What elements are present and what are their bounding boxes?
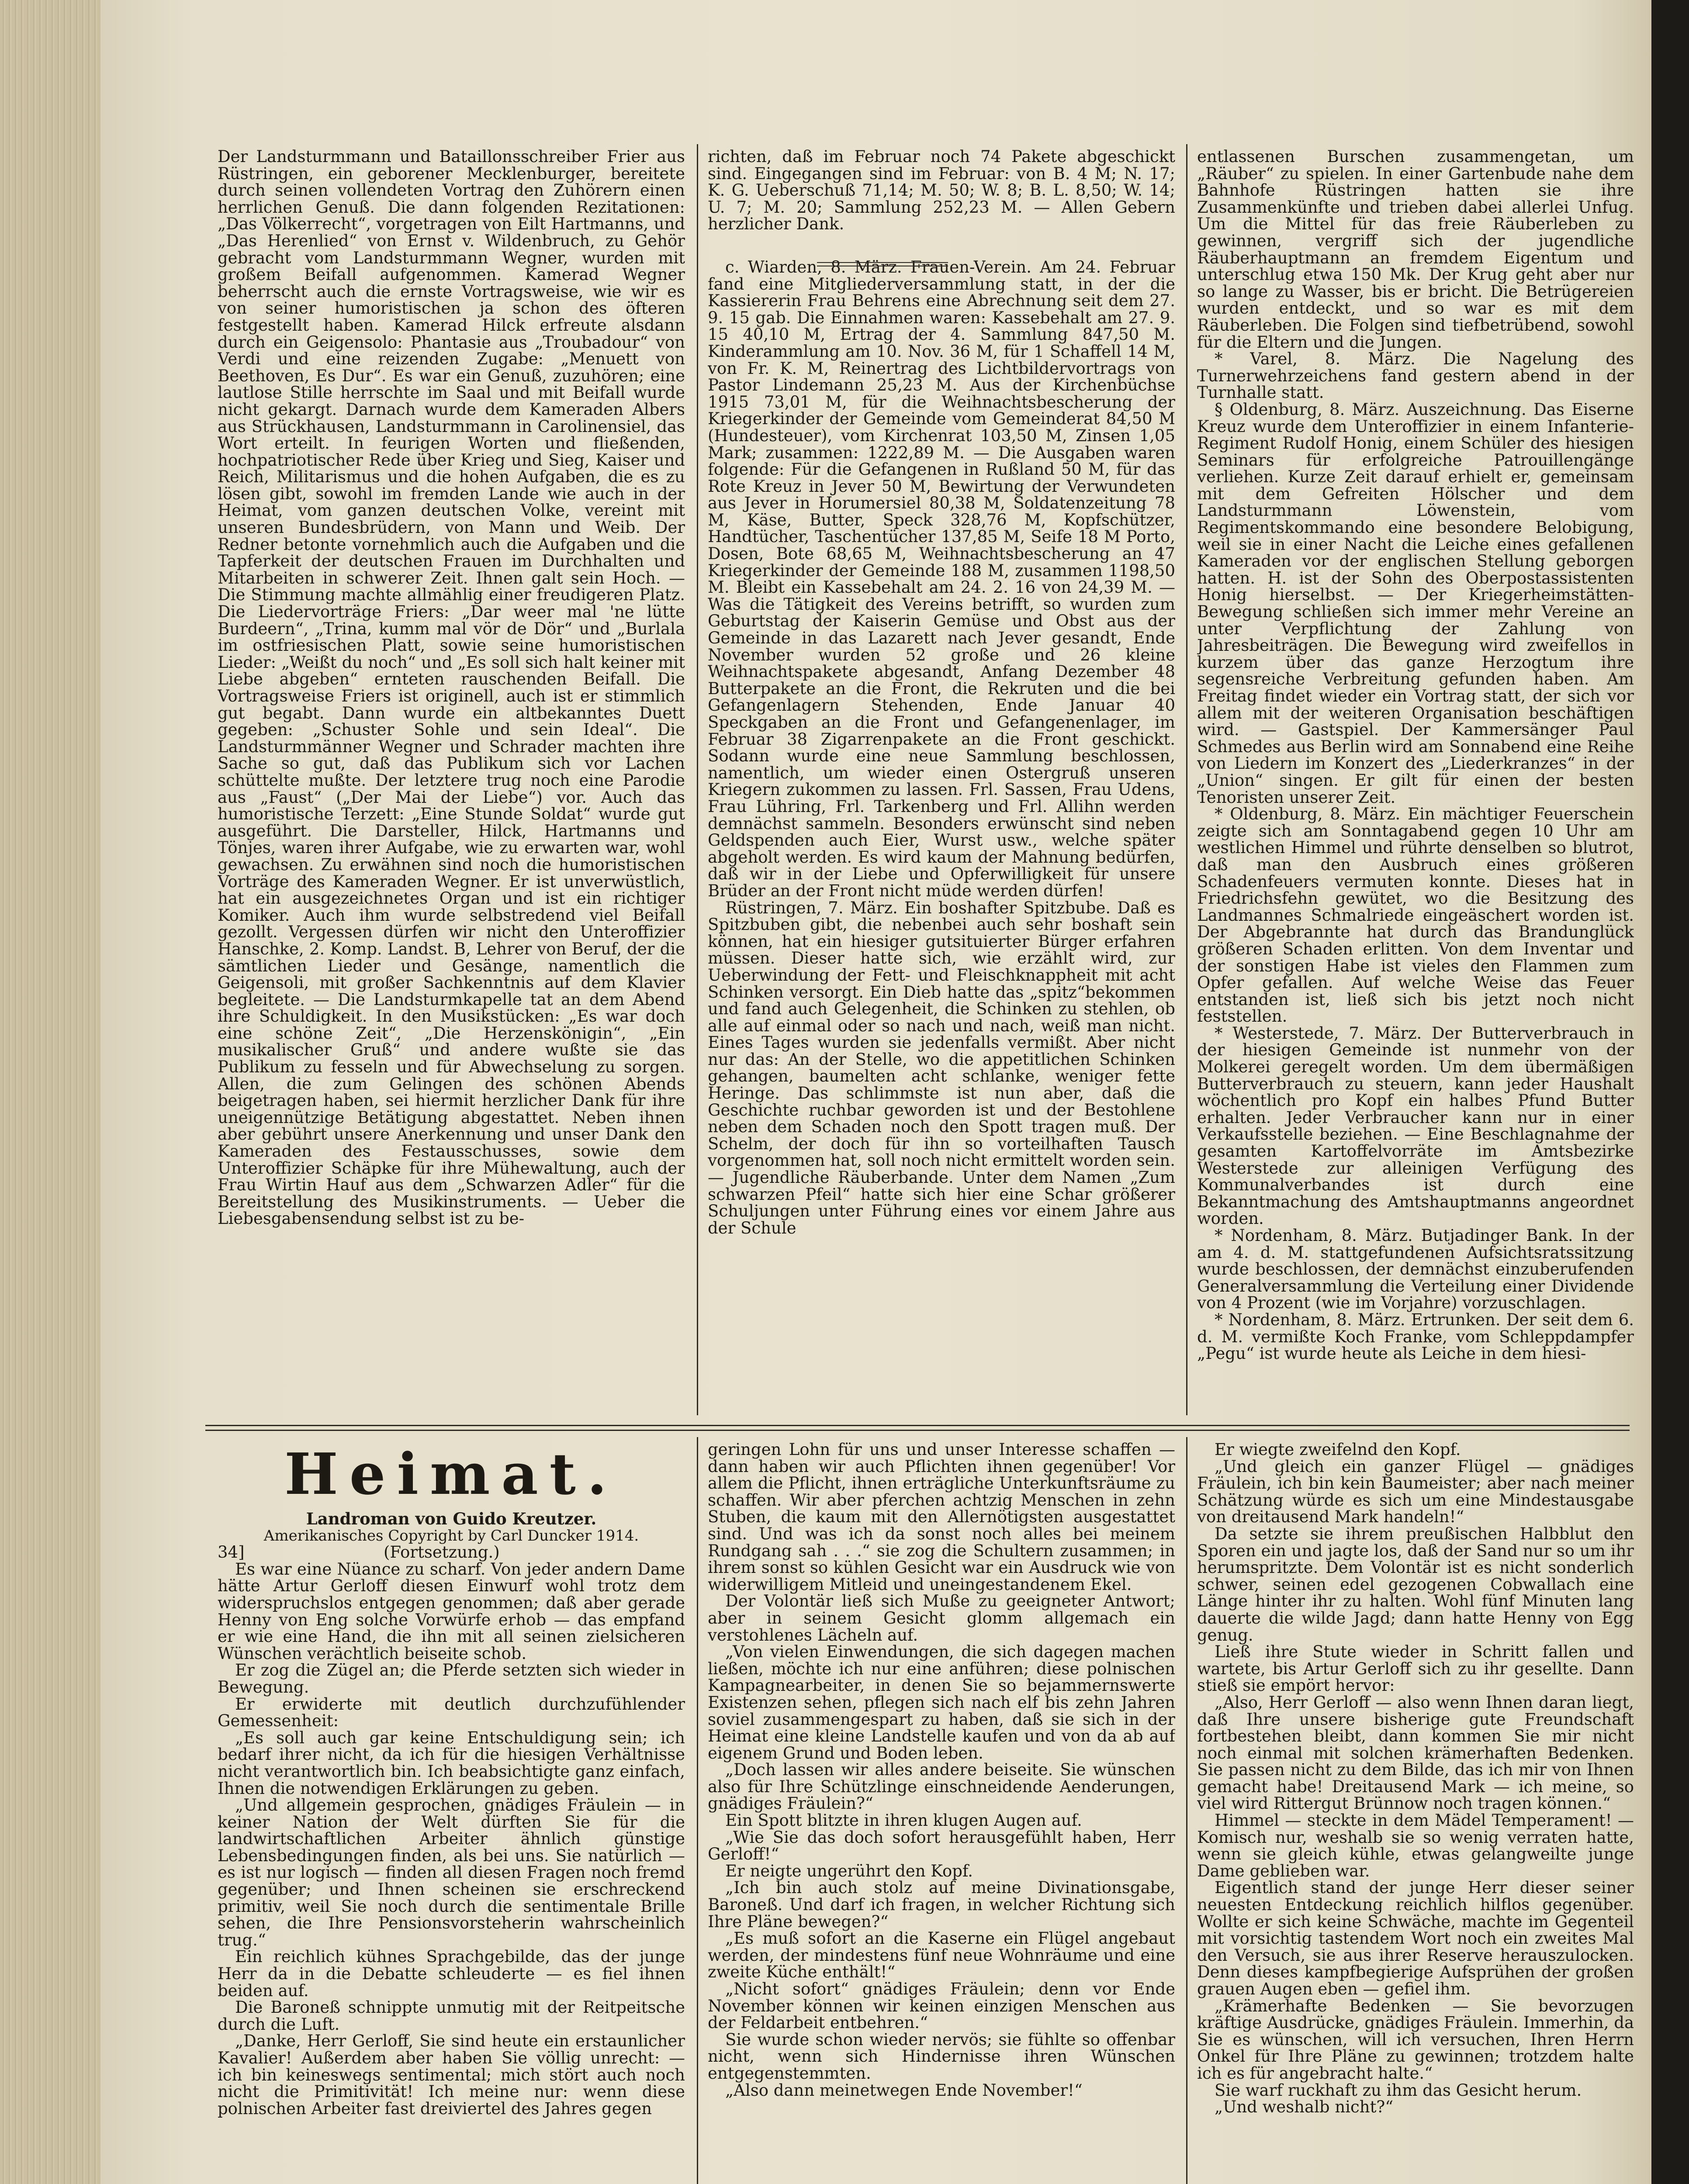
- scan-border-right: [1651, 0, 1689, 2184]
- news-article: * Oldenburg, 8. März. Ein mächtiger Feuerschein zeigte sich am Sonntagabend gegen 10 Uhr am westlichen Himmel und rührte denselben so blutrot, daß man den Ausbruch eines größeren Schadenfeuers vermuten konnte. Dieses hat in Friedrichsfehn gewütet, wo die Besitzung des Landmannes Schmalriede eingeäschert worden ist. Der Abgebrannte hat durch das Brandunglück größeren Schaden erlitten. Von dem Inventar und der sonstigen Habe ist vieles den Flammen zum Opfer gefallen. Auf welche Weise das Feuer entstanden ist, ließ sich bis jetzt noch nicht feststellen.: [1197, 805, 1634, 1026]
- novel-paragraph: Da setzte sie ihrem preußischen Halbblut den Sporen ein und jagte los, daß der Sand nur so um ihr herumspritzte. Dem Volontär ist es nicht sonderlich schwer, seinen edel gezogenen Cobwallach eine Länge hinter ihr zu halten. Wohl fünf Minuten lang dauerte die wilde Jagd; dann hatte Henny von Egg genug.: [1197, 1524, 1634, 1645]
- novel-paragraph: Er erwiderte mit deutlich durchzufühlender Gemessenheit:: [218, 1694, 685, 1731]
- novel-paragraph: „Es muß sofort an die Kaserne ein Flügel angebaut werden, der mindestens fünf neue Wohnräume und eine zweite Küche enthält!“: [708, 1929, 1175, 1982]
- novel-paragraph: Ein reichlich kühnes Sprachgebilde, das der junge Herr da in die Debatte schleuderte — es fiel ihnen beiden auf.: [218, 1947, 685, 2000]
- novel-paragraph: Himmel — steckte in dem Mädel Temperament! — Komisch nur, weshalb sie so wenig verraten hatte, wenn sie gleich kühle, etwas gelangweilte junge Dame geblieben war.: [1197, 1811, 1634, 1880]
- novel-paragraph: Es war eine Nüance zu scharf. Von jeder andern Dame hätte Artur Gerloff diesen Einwurf wohl trotz dem widerspruchslos entgegen genommen; daß aber gerade Henny von Eng solche Vorwürfe erhob — das empfand er wie eine Hand, die ihn mit all seinen zielsicheren Wünschen verächtlich beiseite schob.: [218, 1559, 685, 1663]
- news-article: * Varel, 8. März. Die Nagelung des Turnerwehrzeichens fand gestern abend in der Turnhalle statt.: [1197, 349, 1634, 402]
- novel-paragraph: Ließ ihre Stute wieder in Schritt fallen und wartete, bis Artur Gerloff sich zu ihr gesellte. Dann stieß sie empört hervor:: [1197, 1642, 1634, 1695]
- news-article: * Westerstede, 7. März. Der Butterverbrauch in der hiesigen Gemeinde ist nunmehr von der Molkerei geregelt worden. Um dem übermäßigen Butterverbrauch zu steuern, kann jeder Haushalt wöchentlich pro Kopf ein halbes Pfund Butter erhalten. Jeder Verbraucher kann nur in einer Verkaufsstelle beziehen. — Eine Beschlagnahme der gesamten Kartoffelvorräte im Amtsbezirke Westerstede zur alleinigen Verfügung des Kommunalverbandes ist durch eine Bekanntmachung des Amtshauptmanns angeordnet worden.: [1197, 1023, 1634, 1228]
- novel-paragraph: „Danke, Herr Gerloff, Sie sind heute ein erstaunlicher Kavalier! Außerdem aber haben Sie völlig unrecht: — ich bin keineswegs sentimental; mich stört auch noch nicht die Primitivität! Ich meine nur: wenn diese polnischen Arbeiter fast dreiviertel des Jahres gegen: [218, 2032, 685, 2118]
- novel-paragraph: Er neigte ungerührt den Kopf.: [725, 1861, 973, 1880]
- news-article: Rüstringen, 7. März. Ein boshafter Spitzbube. Daß es Spitzbuben gibt, die nebenbei auch sehr boshaft sein können, hat ein hiesiger gutsituierter Bürger erfahren müssen. Dieser hatte sich, wie erzählt wird, zur Ueberwindung der Fett- und Fleischknappheit mit acht Schinken versorgt. Ein Dieb hatte das „spitz“bekommen und fand auch Gelegenheit, die Schinken zu stehlen, ob alle auf einmal oder so nach und nach, weiß man nicht. Eines Tages wurden sie jedenfalls vermißt. Aber nicht nur das: An der Stelle, wo die appetitlichen Schinken gehangen, baumelten acht schlanke, weniger fette Heringe. Das schlimmste ist nun aber, daß die Geschichte ruchbar geworden ist und der Bestohlene neben dem Schaden noch den Spott tragen muß. Der Schelm, der doch für ihn so vorteilhaften Tausch vorgenommen hat, soll noch nicht ermittelt worden sein. — Jugendliche Räuberbande. Unter dem Namen „Zum schwarzen Pfeil“ hatte sich hier eine Schar größerer Schuljungen unter Führung eines vor einem Jahre aus der Schule: [708, 898, 1175, 1237]
- news-column-1: [218, 149, 685, 1411]
- news-column-3: [1197, 149, 1634, 1411]
- book-page-edges: [0, 0, 100, 2184]
- novel-paragraph: „Wie Sie das doch sofort herausgefühlt haben, Herr Gerloff!“: [708, 1828, 1175, 1864]
- news-article: entlassenen Burschen zusammengetan, um „Räuber“ zu spielen. In einer Gartenbude nahe dem Bahnhofe Rüstringen hatten sie ihre Zusammenkünfte und trieben dabei allerlei Unfug. Um die Mittel für das freie Räuberleben zu gewinnen, vergriff sich der jugendliche Räuberhauptmann an fremdem Eigentum und unterschlug etwa 150 Mk. Der Krug geht aber nur so lange zu Wasser, bis er bricht. Die Betrügereien wurden entdeckt, und so war es mit dem Räuberleben. Die Folgen sind tiefbetrübend, sowohl für die Eltern und die Jungen.: [1197, 149, 1634, 352]
- novel-paragraph: „Und allgemein gesprochen, gnädiges Fräulein — in keiner Nation der Welt dürften Sie für die landwirtschaftlichen Arbeiter ähnlich günstige Lebensbedingungen finden, als bei uns. Sie natürlich — es ist nur logisch — finden all diesen Fragen noch fremd gegenüber; und Ihnen scheinen sie erschreckend primitiv, weil Sie noch durch die sentimentale Brille sehen, die Ihre Pensionsvorsteherin wahrscheinlich trug.“: [218, 1796, 685, 1949]
- article-separator: [817, 262, 948, 266]
- column-rule: [1186, 1437, 1187, 2184]
- news-article: * Nordenham, 8. März. Ertrunken. Der seit dem 6. d. M. vermißte Koch Franke, vom Schleppdampfer „Pegu“ ist wurde heute als Leiche in dem hiesi-: [1197, 1310, 1634, 1363]
- novel-paragraph: „Krämerhafte Bedenken — Sie bevorzugen kräftige Ausdrücke, gnädiges Fräulein. Immerhin, da Sie es wünschen, will ich versuchen, Ihren Herrn Onkel für Ihre Pläne zu gewinnen; trotzdem halte ich es für angebracht halte.“: [1197, 1996, 1634, 2083]
- novel-title: Heimat.: [284, 1441, 619, 1507]
- novel-paragraph: Eigentlich stand der junge Herr dieser seiner neuesten Entdeckung reichlich hilflos gegenüber. Wollte er sich keine Schwäche, machte im Gegenteil mit vorsichtig tastendem Wort noch ein zweites Mal den Versuch, sie aus ihrer Reserve herauszulocken. Denn dieses kampfbegierige Aufsprühen der großen grauen Augen eben — gefiel ihm.: [1197, 1878, 1634, 1998]
- novel-column-3: [1197, 1441, 1634, 2184]
- news-article: * Nordenham, 8. März. Butjadinger Bank. In der am 4. d. M. stattgefundenen Aufsichtsratssitzung wurde beschlossen, der demnächst einzuberufenden Generalversammlung die Verteilung einer Dividende von 4 Prozent (wie im Vorjahre) vorzuschlagen.: [1197, 1226, 1634, 1313]
- news-article: § Oldenburg, 8. März. Auszeichnung. Das Eiserne Kreuz wurde dem Unteroffizier in einem Infanterie-Regiment Rudolf Honig, einem Schüler des hiesigen Seminars für erfolgreiche Patrouillengänge verliehen. Kurze Zeit darauf erhielt er, gemeinsam mit dem Gefreiten Hölscher und dem Landsturmmann Löwenstein, vom Regimentskommando eine besondere Belobigung, weil sie in einer Nacht die Leiche eines gefallenen Kameraden vor der englischen Stellung geborgen hatten. H. ist der Sohn des Oberpostassistenten Honig hierselbst. — Der Kriegerheimstätten-Bewegung schließen sich immer mehr Vereine an unter Verpflichtung der Zahlung von Jahresbeiträgen. Die Bewegung wird zweifellos in kurzem über das ganze Herzogtum ihre segensreiche Verbreitung gefunden haben. Am Freitag findet wieder ein Vortrag statt, der sich vor allem mit der weiteren Organisation beschäftigen wird. — Gastspiel. Der Kammersänger Paul Schmedes aus Berlin wird am Sonnabend eine Reihe von Liedern im Konzert des „Liederkranzes“ in der „Union“ singen. Er gilt für einen der besten Tenoristen unserer Zeit.: [1197, 400, 1634, 807]
- novel-paragraph: Sie wurde schon wieder nervös; sie fühlte so offenbar nicht, wenn sich Hindernisse ihren Wünschen entgegenstemmten.: [708, 2030, 1175, 2083]
- news-article: richten, daß im Februar noch 74 Pakete abgeschickt sind. Eingegangen sind im Februar: von B. 4 M; N. 17; K. G. Ueberschuß 71,14; M. 50; W. 8; B. L. 8,50; W. 14; U. 7; M. 20; Sammlung 252,23 M. — Allen Gebern herzlicher Dank.: [708, 149, 1175, 234]
- novel-paragraph: Die Baroneß schnippte unmutig mit der Reitpeitsche durch die Luft.: [218, 1998, 685, 2034]
- novel-paragraph: geringen Lohn für uns und unser Interesse schaffen — dann haben wir auch Pflichten ihnen gegenüber! Vor allem die Pflicht, ihnen erträgliche Unterkunftsräume zu schaffen. Wir aber pferchen achtzig Menschen in zehn Stuben, die kaum mit den Allernötigsten ausgestattet sind. Und was ich da sonst noch alles bei meinem Rundgang sah . . .“ sie zog die Schultern zusammen; in ihrem sonst so kühlen Gesicht war ein Ausdruck wie von widerwilligem Mitleid und uneingestandenem Ekel.: [708, 1441, 1175, 1594]
- novel-subtitle: Landroman von Guido Kreutzer.: [306, 1509, 597, 1528]
- column-rule: [697, 1437, 698, 2184]
- news-article: c. Wiarden, 8. März. Frauen-Verein. Am 24. Februar fand eine Mitgliederversammlung statt, in der die Kassiererin Frau Behrens eine Abrechnung seit dem 27. 9. 15 gab. Die Einnahmen waren: Kassebehalt am 27. 9. 15 40,10 M, Ertrag der 4. Sammlung 847,50 M. Kinderammlung am 10. Nov. 36 M, für 1 Schaffell 14 M, von Fr. K. M, Reinertrag des Lichtbildervortrags von Pastor Lindemann 25,23 M. Aus der Kirchenbüchse 1915 73,01 M, für die Weihnachtsbescherung der Kriegerkinder der Gemeinde vom Gemeinderat 84,50 M (Hundesteuer), vom Kirchenrat 103,50 M, Zinsen 1,05 Mark; zusammen: 1222,89 M. — Die Ausgaben waren folgende: Für die Gefangenen in Rußland 50 M, für das Rote Kreuz in Jever 50 M, Bewirtung der Verwundeten aus Jever in Horumersiel 80,38 M, Soldatenzeitung 78 M, Käse, Butter, Speck 328,76 M, Kopfschützer, Handtücher, Taschentücher 137,85 M, Seife 18 M Porto, Dosen, Bote 68,65 M, Weihnachtsbescherung an 47 Kriegerkinder der Gemeinde 188 M, zusammen 1198,50 M. Bleibt ein Kassebehalt am 24. 2. 16 von 24,39 M. — Was die Tätigkeit des Vereins betrifft, so wurden zum Geburtstag der Kaiserin Gemüse und Obst aus der Gemeinde in das Lazarett nach Jever gesandt, Ende November wurden 52 große und 26 kleine Weihnachtspakete abgesandt, Anfang Dezember 48 Butterpakete an die Front, die Rekruten und die bei Gefangenlagern Stehenden, Ende Januar 40 Speckgaben an die Front und Gefangenenlager, im Februar 38 Zigarrenpakete an die Front geschickt. Sodann wurde eine neue Sammlung beschlossen, namentlich, um wieder einen Ostergruß unseren Kriegern zukommen zu lassen. Frl. Sassen, Frau Udens, Frau Lühring, Frl. Tarkenberg und Frl. Allihn werden demnächst sammeln. Besonders erwünscht sind neben Geldspenden auch Eier, Wurst usw., welche später abgeholt werden. Es wird kaum der Mahnung bedürfen, daß wir in der Liebe und Opferwilligkeit für unsere Brüder an der Front nicht müde werden dürfen!: [708, 257, 1175, 900]
- novel-paragraph: Ein Spott blitzte in ihren klugen Augen auf.: [725, 1811, 1082, 1830]
- novel-paragraph: „Also, Herr Gerloff — also wenn Ihnen daran liegt, daß Ihre unsere bisherige gute Freundschaft fortbestehen bleibt, dann kommen Sie mir nicht noch einmal mit solchen krämerhaften Bedenken. Sie passen nicht zu dem Bilde, das ich mir von Ihnen gemacht habe! Dreitausend Mark — ich meine, so viel wird Rittergut Brünnow noch tragen können.“: [1197, 1693, 1634, 1813]
- continuation-note: (Fortsetzung.): [384, 1543, 500, 1562]
- novel-column-1: [218, 1441, 685, 2184]
- installment-number: 34]: [218, 1543, 245, 1562]
- novel-paragraph: „Nicht sofort“ gnädiges Fräulein; denn vor Ende November können wir keinen einzigen Menschen aus der Feldarbeit entbehren.“: [708, 1980, 1175, 2032]
- novel-copyright: Amerikanisches Copyright by Carl Duncker 1914.: [263, 1527, 639, 1545]
- column-rule: [1186, 144, 1187, 1415]
- novel-paragraph: Er wiegte zweifelnd den Kopf.: [1215, 1441, 1461, 1459]
- feuilleton-divider: [205, 1425, 1630, 1431]
- novel-paragraph: Er zog die Zügel an; die Pferde setzten sich wieder in Bewegung.: [218, 1661, 685, 1697]
- novel-paragraph: „Von vielen Einwendungen, die sich dagegen machen ließen, möchte ich nur eine anführen; diese polnischen Kampagnearbeiter, in denen Sie so bejammernswerte Existenzen sehen, pflegen sich nach elf bis zehn Jahren soviel zusammengespart zu haben, daß sie sich in der Heimat eine kleine Landstelle kaufen und von da ab auf eigenem Grund und Boden leben.: [708, 1642, 1175, 1762]
- novel-paragraph: Der Volontär ließ sich Muße zu geeigneter Antwort; aber in seinem Gesicht glomm allgemach ein verstohlenes Lächeln auf.: [708, 1592, 1175, 1645]
- column-rule: [697, 144, 698, 1415]
- novel-paragraph: Sie warf ruckhaft zu ihm das Gesicht herum.: [1215, 2080, 1582, 2100]
- novel-paragraph: „Ich bin auch stolz auf meine Divinationsgabe, Baroneß. Und darf ich fragen, in welcher Richtung sich Ihre Pläne bewegen?“: [708, 1878, 1175, 1931]
- news-article: Der Landsturmmann und Bataillonsschreiber Frier aus Rüstringen, ein geborener Mecklenburger, bereitete durch seinen vollendeten Vortrag den Zuhörern einen herrlichen Genuß. Die dann folgenden Rezitationen: „Das Völkerrecht“, vorgetragen von Eilt Hartmanns, und „Das Herenlied“ von Ernst v. Wildenbruch, zu Gehör gebracht vom Landsturmmann Wegner, wurden mit großem Beifall aufgenommen. Kamerad Wegner beherrscht auch die ernste Vortragsweise, wie wir es von seiner humoristischen ja schon des öfteren festgestellt haben. Kamerad Hilck erfreute alsdann durch ein Geigensolo: Phantasie aus „Troubadour“ von Verdi und eine reizenden Zugabe: „Menuett von Beethoven, Es Dur“. Es war ein Genuß, zuzuhören; eine lautlose Stille herrschte im Saal und mit Beifall wurde nicht gekargt. Darnach wurde dem Kameraden Albers aus Strückhausen, Landsturmmann in Carolinensiel, das Wort erteilt. In feurigen Worten und fließenden, hochpatriotischer Rede über Krieg und Sieg, Kaiser und Reich, Militarismus und die hohen Aufgaben, die es zu lösen gibt, sowohl im fremden Lande wie auch in der Heimat, vom ganzen deutschen Volke, vereint mit unseren Bundesbrüdern, von Mann und Weib. Der Redner betonte vornehmlich auch die Aufgaben und die Tapferkeit der deutschen Frauen im Durchhalten und Mitarbeiten in schwerer Zeit. Ihnen galt sein Hoch. — Die Stimmung machte allmählig einer freudigeren Platz. Die Liedervorträge Friers: „Dar weer mal 'ne lütte Burdeern“, „Trina, kumm mal vör de Dör“ und „Burlala im ostfriesischen Platt, sowie seine humoristischen Lieder: „Weißt du noch“ und „Es soll sich halt keiner mit Liebe abgeben“ ernteten rauschenden Beifall. Die Vortragsweise Friers ist originell, auch ist er stimmlich gut begabt. Dann wurde ein altbekanntes Duett gegeben: „Schuster Sohle und sein Ideal“. Die Landsturmmänner Wegner und Schrader machten ihre Sache so gut, daß das Publikum sich vor Lachen schüttelte mußte. Der letztere trug noch eine Parodie aus „Faust“ („Der Mai der Liebe“) vor. Auch das humoristische Terzett: „Eine Stunde Soldat“ wurde gut ausgeführt. Die Darsteller, Hilck, Hartmanns und Tönjes, waren ihrer Aufgabe, wie zu erwarten war, wohl gewachsen. Zu erwähnen sind noch die humoristischen Vorträge des Kameraden Wegner. Er ist unverwüstlich, hat ein ausgezeichnetes Organ und ist ein richtiger Komiker. Auch ihm wurde selbstredend viel Beifall gezollt. Vergessen dürfen wir nicht den Unteroffizier Hanschke, 2. Komp. Landst. B, Lehrer von Beruf, der die sämtlichen Lieder und Gesänge, namentlich die Geigensoli, mit großer Sachkenntnis auf dem Klavier begleitete. — Die Landsturmkapelle tat an dem Abend ihre Schuldigkeit. In den Musikstücken: „Es war doch eine schöne Zeit“, „Die Herzenskönigin“, „Ein musikalischer Gruß“ und andere wußte sie das Publikum zu fesseln und für Abwechselung zu sorgen. Allen, die zum Gelingen des schönen Abends beigetragen haben, sei hiermit herzlicher Dank für ihre uneigennützige Betätigung abgestattet. Neben ihnen aber gebührt unsere Anerkennung und unser Dank den Kameraden des Festausschusses, sowie dem Unteroffizier Schäpke für ihre Mühewaltung, auch der Frau Wirtin Hauf aus dem „Schwarzen Adler“ für die Bereitstellung des Musikinstruments. — Ueber die Liebesgabensendung selbst ist zu be-: [218, 149, 685, 1228]
- novel-paragraph: „Und gleich ein ganzer Flügel — gnädiges Fräulein, ich bin kein Baumeister; aber nach meiner Schätzung würde es sich um eine Mindestausgabe von dreitausend Mark handeln!“: [1197, 1457, 1634, 1527]
- novel-column-2: [708, 1441, 1175, 2184]
- novel-paragraph: „Es soll auch gar keine Entschuldigung sein; ich bedarf ihrer nicht, da ich für die hiesigen Verhältnisse nicht verantwortlich bin. Ich beabsichtigte ganz einfach, Ihnen die notwendigen Erklärungen zu geben.: [218, 1728, 685, 1798]
- news-column-2: [708, 149, 1175, 1411]
- novel-paragraph: „Doch lassen wir alles andere beiseite. Sie wünschen also für Ihre Schützlinge einschneidende Aenderungen, gnädiges Fräulein?“: [708, 1760, 1175, 1813]
- novel-paragraph: „Und weshalb nicht?“: [1215, 2098, 1394, 2117]
- novel-paragraph: „Also dann meinetwegen Ende November!“: [725, 2080, 1083, 2100]
